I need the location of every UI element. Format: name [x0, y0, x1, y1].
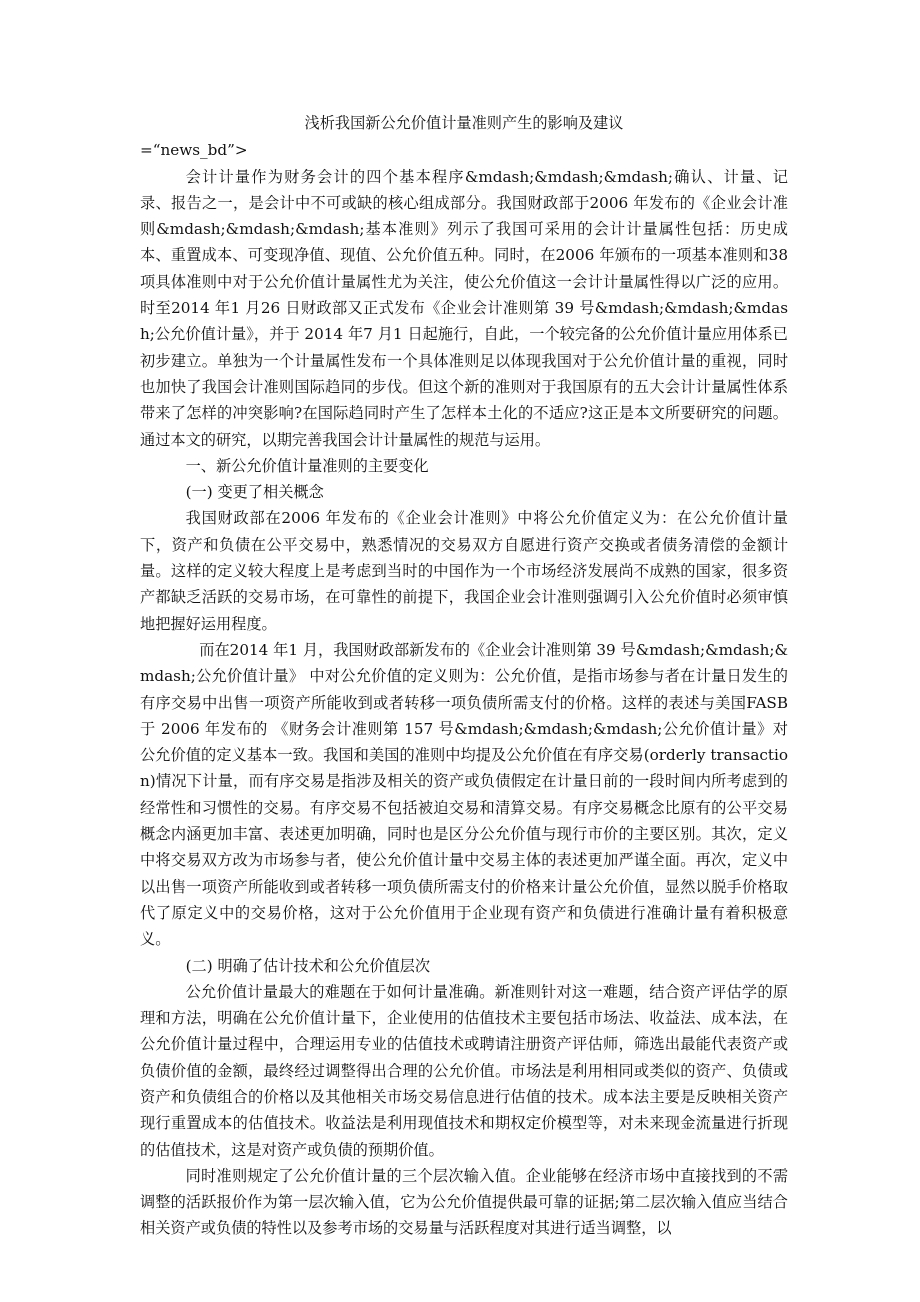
- subsection-2-paragraph-1: 公允价值计量最大的难题在于如何计量准确。新准则针对这一难题，结合资产评估学的原理和方法，明确在公允价值计量下，企业使用的估值技术主要包括市场法、收益法、成本法，在公允价值计量过程中，合理运用专业的估值技术或聘请注册资产评估师，筛选出最能代表资产或负债价值的金额，最终经过调整得出合理的公允价值。市场法是利用相同或类似的资产、负债或资产和负债组合的价格以及其他相关市场交易信息进行估值的技术。成本法主要是反映相关资产现行重置成本的估值技术。收益法是利用现值技术和期权定价模型等，对未来现金流量进行折现的估值技术，这是对资产或负债的预期价值。: [140, 982, 788, 1159]
- subsection-1-paragraph-1: 我国财政部在2006 年发布的《企业会计准则》中将公允价值定义为：在公允价值计量下，资产和负债在公平交易中，熟悉情况的交易双方自愿进行资产交换或者债务清偿的金额计量。这样的定义较大程度上是考虑到当时的中国作为一个市场经济发展尚不成熟的国家，很多资产都缺乏活跃的交易市场，在可靠性的前提下，我国企业会计准则强调引入公允价值时必须审慎地把握好运用程度。: [140, 509, 788, 633]
- subsection-2-heading: (二) 明确了估计技术和公允价值层次: [185, 956, 431, 975]
- markup-fragment: =“news_bd”>: [140, 141, 248, 160]
- subsection-1-paragraph-2: 而在2014 年1 月，我国财政部新发布的《企业会计准则第 39 号&mdash;&mdash;&mdash;公允价值计量》 中对公允价值的定义则为：公允价值，是指市场参与者在计量日发生的有序交易中出售一项资产所能收到或者转移一项负债所需支付的价格。这样的表述与美国FASB 于 2006 年发布的 《财务会计准则第 157 号&mdash;&mdash;&mdash;公允价值计量》对公允价值的定义基本一致。我国和美国的准则中均提及公允价值在有序交易(orderly transaction)情况下计量，而有序交易是指涉及相关的资产或负债假定在计量日前的一段时间内所考虑到的经常性和习惯性的交易。有序交易不包括被迫交易和清算交易。有序交易概念比原有的公平交易概念内涵更加丰富、表述更加明确，同时也是区分公允价值与现行市价的主要区别。其次，定义中将交易双方改为市场参与者，使公允价值计量中交易主体的表述更加严谨全面。再次，定义中以出售一项资产所能收到或者转移一项负债所需支付的价格来计量公允价值，显然以脱手价格取代了原定义中的交易价格，这对于公允价值用于企业现有资产和负债进行准确计量有着积极意义。: [140, 640, 788, 949]
- document-page: [140, 110, 788, 1242]
- intro-paragraph: 会计计量作为财务会计的四个基本程序&mdash;&mdash;&mdash;确认、计量、记录、报告之一，是会计中不可或缺的核心组成部分。我国财政部于2006 年发布的《企业会计准则&mdash;&mdash;&mdash;基本准则》列示了我国可采用的会计计量属性包括：历史成本、重置成本、可变现净值、现值、公允价值五种。同时，在2006 年颁布的一项基本准则和38项具体准则中对于公允价值计量属性尤为关注，使公允价值这一会计计量属性得以广泛的应用。时至2014 年1 月26 日财政部又正式发布《企业会计准则第 39 号&mdash;&mdash;&mdash;公允价值计量》，并于 2014 年7 月1 日起施行，自此，一个较完备的公允价值计量应用体系已初步建立。单独为一个计量属性发布一个具体准则足以体现我国对于公允价值计量的重视，同时也加快了我国会计准则国际趋同的步伐。但这个新的准则对于我国原有的五大会计计量属性体系带来了怎样的冲突影响?在国际趋同时产生了怎样本土化的不适应?这正是本文所要研究的问题。通过本文的研究，以期完善我国会计计量属性的规范与运用。: [140, 167, 788, 449]
- document-title: 浅析我国新公允价值计量准则产生的影响及建议: [304, 114, 624, 132]
- section-1-heading: 一、新公允价值计量准则的主要变化: [185, 456, 429, 475]
- subsection-2-paragraph-2: 同时准则规定了公允价值计量的三个层次输入值。企业能够在经济市场中直接找到的不需调整的活跃报价作为第一层次输入值，它为公允价值提供最可靠的证据;第二层次输入值应当结合相关资产或负债的特性以及参考市场的交易量与活跃程度对其进行适当调整，以: [140, 1166, 788, 1238]
- subsection-1-heading: (一) 变更了相关概念: [185, 483, 324, 502]
